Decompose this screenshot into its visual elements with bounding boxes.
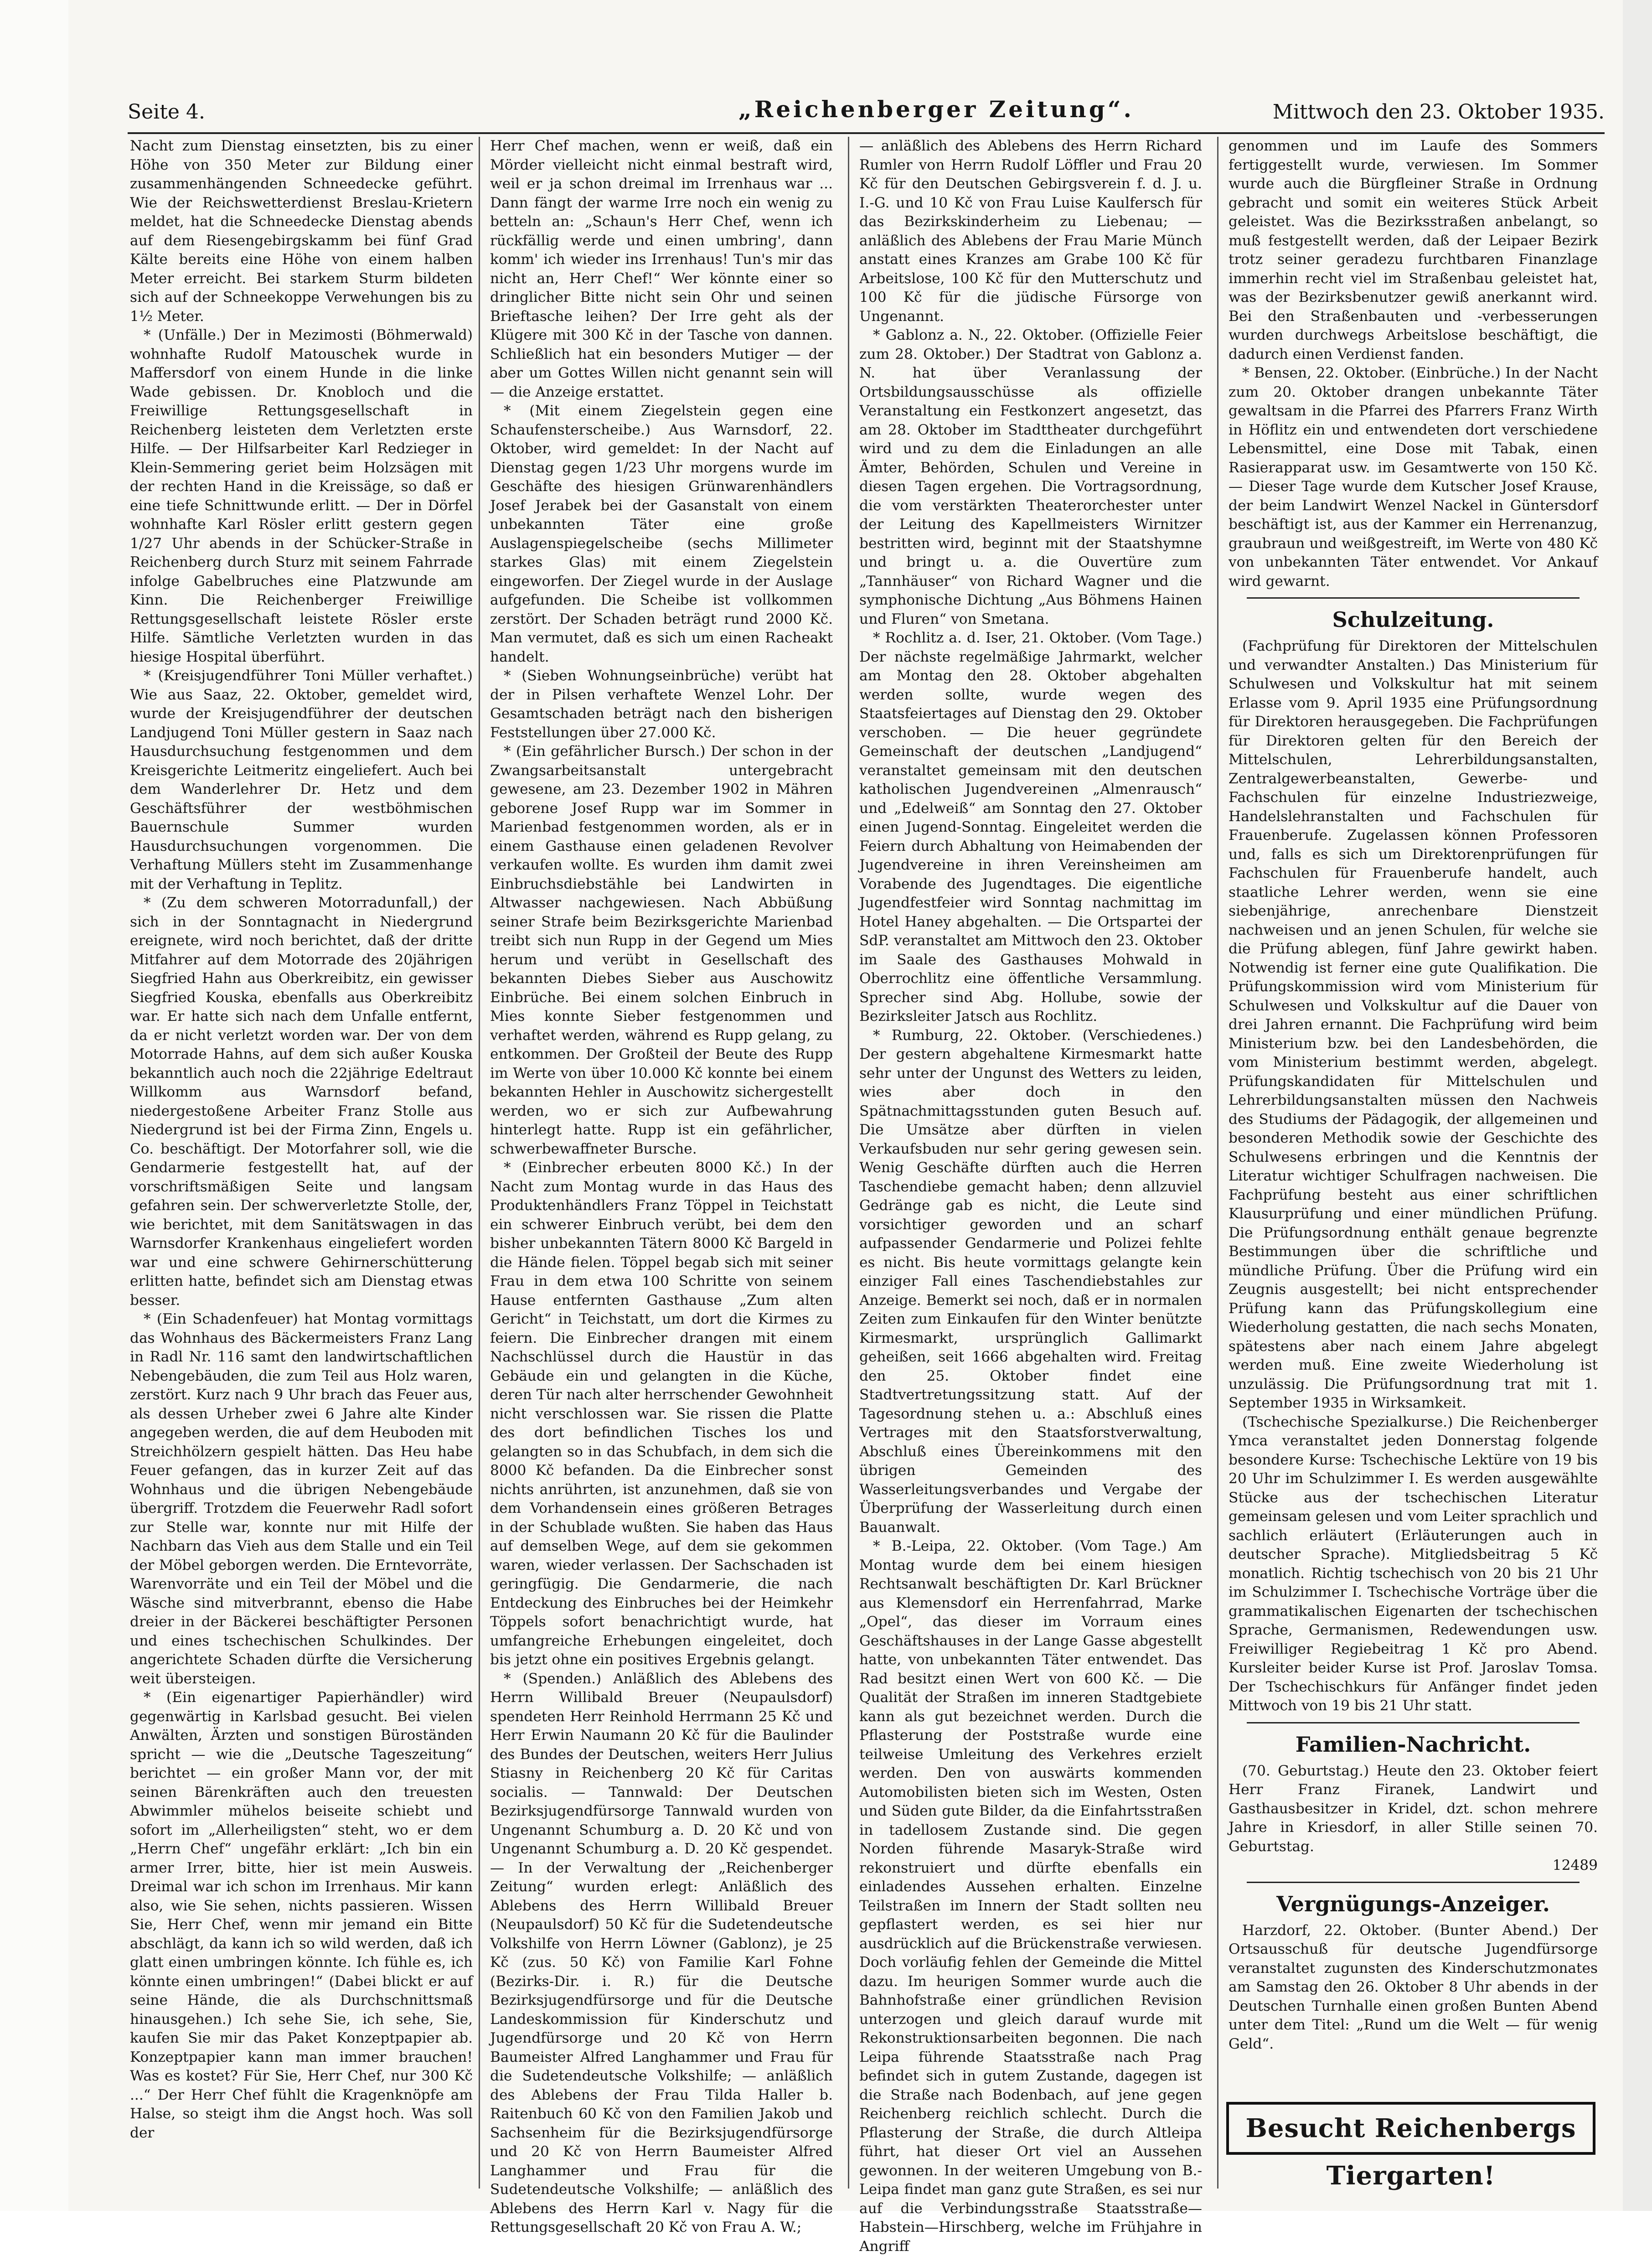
column-3	[859, 137, 1202, 2255]
article-paragraph: * (Unfälle.) Der in Mezimosti (Böhmerwald) wohnhafte Rudolf Matouschek wurde in Maffersdorf von einem Hunde in die linke Wade gebissen. Dr. Knobloch und die Freiwillige Rettungsgesellschaft in Reichenberg leisteten dem Verletzten erste Hilfe. — Der Hilfsarbeiter Karl Redzieger in Klein-Semmering geriet beim Holzsägen mit der rechten Hand in die Kreissäge, so daß er eine tiefe Schnittwunde erlitt. — Der in Dörfel wohnhafte Karl Rösler erlitt gestern gegen 1/27 Uhr abends in der Schücker-Straße in Reichenberg durch Sturz mit seinem Fahrrade infolge Gabelbruches eine Platzwunde am Kinn. Die Reichenberger Freiwillige Rettungsgesellschaft leistete Rösler erste Hilfe. Sämtliche Verletzten wurden in das hiesige Hospital überführt.	[130, 327, 473, 665]
section-heading-familien: Familien-Nachricht.	[1295, 1732, 1531, 1757]
column-2	[490, 137, 833, 2235]
article-paragraph: Herr Chef machen, wenn er weiß, daß ein Mörder vielleicht nicht einmal bestraft wird, weil er ja schon dreimal im Irrenhaus war ... Dann fängt der warme Irre noch ein wenig zu betteln an: „Schaun's Herr Chef, wenn ich rückfällig werde und einen umbring', dann komm' ich wieder ins Irrenhaus! Tun's mir das nicht an, Herr Chef!“ Wer könnte einer so dringlicher Bitte nicht sein Ohr und seinen Brieftasche leihen? Der Irre geht als der Klügere mit 300 Kč in der Tasche von dannen. Schließlich hat ein besonders Mutiger — der aber um Gottes Willen nicht genannt sein will — die Anzeige erstattet.	[490, 138, 833, 400]
article-paragraph: * (Sieben Wohnungseinbrüche) verübt hat der in Pilsen verhaftete Wenzel Lohr. Der Gesamtschaden beträgt nach den bisherigen Feststellungen über 27.000 Kč.	[490, 667, 833, 741]
page-header	[128, 96, 1605, 132]
section-rule	[1247, 1722, 1580, 1723]
article-paragraph: * (Einbrecher erbeuten 8000 Kč.) In der Nacht zum Montag wurde in das Haus des Produktenhändlers Franz Töppel in Teichstatt ein schwerer Einbruch verübt, bei dem den bisher unbekannten Tätern 8000 Kč Bargeld in die Hände fielen. Töppel begab sich mit seiner Frau in dem etwa 100 Schritte von seinem Hause entfernten Gasthause „Zum alten Gericht“ in Teichstatt, um dort die Kirmes zu feiern. Die Einbrecher drangen mit einem Nachschlüssel durch die Haustür in das Gebäude ein und gelangten in die Küche, deren Tür nach alter herrschender Gewohnheit nicht verschlossen war. Sie rissen die Platte des dort befindlichen Tisches los und gelangten so in das Schubfach, in dem sich die 8000 Kč befanden. Da die Einbrecher sonst nichts anrührten, ist anzunehmen, daß sie von dem Vorhandensein eines größeren Betrages in der Schublade wußten. Sie haben das Haus auf demselben Wege, auf dem sie gekommen waren, wieder verlassen. Der Sachschaden ist geringfügig. Die Gendarmerie, die nach Entdeckung des Einbruches bei der Heimkehr Töppels sofort benachrichtigt wurde, hat umfangreiche Erhebungen eingeleitet, doch bis jetzt ohne ein positives Ergebnis gelangt.	[490, 1159, 833, 1668]
tiergarten-advertisement: Besucht Reichenbergs Tiergarten!	[1226, 2102, 1595, 2155]
article-paragraph: * (Ein Schadenfeuer) hat Montag vormittags das Wohnhaus des Bäckermeisters Franz Lang in Radl Nr. 116 samt den landwirtschaftlichen Nebengebäuden, die zum Teil aus Holz waren, zerstört. Kurz nach 9 Uhr brach das Feuer aus, als dessen Urheber zwei 6 Jahre alte Kinder angegeben werden, die auf dem Heuboden mit Streichhölzern gespielt hätten. Das Heu habe Feuer gefangen, das in kurzer Zeit auf das Wohnhaus und die übrigen Nebengebäude übergriff. Trotzdem die Feuerwehr Radl sofort zur Stelle war, konnte nur mit Hilfe der Nachbarn das Vieh aus dem Stalle und ein Teil der Möbel geborgen werden. Die Erntevorräte, Warenvorräte und ein Teil der Möbel und die Wäsche sind mitverbrannt, ebenso die Habe dreier in der Bäckerei beschäftigter Personen und eines tschechischen Schulkindes. Der angerichtete Schaden dürfte die Versicherung weit übersteigen.	[130, 1311, 473, 1687]
article-paragraph: — anläßlich des Ablebens des Herrn Richard Rumler von Herrn Rudolf Löffler und Frau 20 Kč für den Deutschen Gebirgsverein f. d. J. u. I.-G. und 10 Kč von Frau Luise Kaulfersch für das Bezirkskinderheim zu Liebenau; — anläßlich des Ablebens der Frau Marie Münch anstatt eines Kranzes am Grabe 100 Kč für Arbeitslose, 100 Kč für den Mutterschutz und 100 Kč für die jüdische Fürsorge von Ungenannt.	[859, 138, 1202, 325]
article-paragraph: (Fachprüfung für Direktoren der Mittelschulen und verwandter Anstalten.) Das Ministerium für Schulwesen und Volkskultur hat mit seinem Erlasse vom 9. April 1935 eine Prüfungsordnung für Direktoren herausgegeben. Die Fachprüfungen für Direktoren gelten für den Bereich der Mittelschulen, Lehrerbildungsanstalten, Zentralgewerbeanstalten, Gewerbe- und Fachschulen für einzelne Industriezweige, Handelslehranstalten und Fachschulen für Frauenberufe. Zugelassen können Professoren und, falls es sich um Direktorenprüfungen für Fachschulen für Frauenberufe handelt, auch staatliche Lehrer werden, wenn sie eine siebenjährige, anrechenbare Dienstzeit nachweisen und an jenen Schulen, für welche sie die Prüfung ablegen, fünf Jahre gewirkt haben. Notwendig ist ferner eine gute Qualifikation. Die Prüfungskommission wird vom Ministerium für Schulwesen und Volkskultur auf die Dauer von drei Jahren ernannt. Die Fachprüfung wird beim Ministerium bzw. bei den Landesbehörden, die vom Ministerium bestimmt werden, abgelegt. Prüfungskandidaten für Mittelschulen und Lehrerbildungsanstalten müssen den Nachweis des Studiums der Pädagogik, der allgemeinen und besonderen Methodik sowie der Geschichte des Schulwesens erbringen und die Kenntnis der Literatur wichtiger Schulfragen nachweisen. Die Fachprüfung besteht aus einer schriftlichen Klausurprüfung und einer mündlichen Prüfung. Die Prüfungsordnung enthält genaue begrenzte Bestimmungen über die schriftliche und mündliche Prüfung. Über die Prüfung wird ein Zeugnis ausgestellt; bei nicht entsprechender Prüfung kann das Prüfungskollegium eine Wiederholung gestatten, die nach sechs Monaten, spätestens aber nach einem Jahre abgelegt werden muß. Eine zweite Wiederholung ist unzulässig. Die Prüfungsordnung trat mit 1. September 1935 in Wirksamkeit.	[1229, 638, 1598, 1411]
section-heading-vergnuegung: Vergnügungs-Anzeiger.	[1276, 1891, 1550, 1916]
article-paragraph: * (Mit einem Ziegelstein gegen eine Schaufensterscheibe.) Aus Warnsdorf, 22. Oktober, wird gemeldet: In der Nacht auf Dienstag gegen 1/23 Uhr morgens wurde im Geschäfte des hiesigen Grünwarenhändlers Josef Jerabek bei der Gasanstalt von einem unbekannten Täter eine große Auslagenspiegelscheibe (sechs Millimeter starkes Glas) mit einem Ziegelstein eingeworfen. Der Ziegel wurde in der Auslage aufgefunden. Die Scheibe ist vollkommen zerstört. Der Schaden beträgt rund 2000 Kč. Man vermutet, daß es sich um einen Racheakt handelt.	[490, 403, 833, 665]
left-margin	[0, 0, 68, 2211]
article-paragraph: * Gablonz a. N., 22. Oktober. (Offizielle Feier zum 28. Oktober.) Der Stadtrat von Gablonz a. N. hat über Veranlassung der Ortsbildungsausschüsse als offizielle Veranstaltung ein Festkonzert angesetzt, das am 28. Oktober im Stadttheater durchgeführt wird und zu dem die Einladungen an alle Ämter, Behörden, Schulen und Vereine in diesen Tagen ergehen. Die Vortragsordnung, die vom verstärkten Theaterorchester unter der Leitung des Kapellmeisters Wirnitzer bestritten wird, beginnt mit der Staatshymne und bringt u. a. die Ouvertüre zum „Tannhäuser“ von Richard Wagner und die symphonische Dichtung „Aus Böhmens Hainen und Fluren“ von Smetana.	[859, 327, 1202, 627]
header-rule	[128, 132, 1605, 134]
section-heading-schulzeitung: Schulzeitung.	[1332, 607, 1494, 632]
article-paragraph: * (Ein gefährlicher Bursch.) Der schon in der Zwangsarbeitsanstalt untergebracht gewesene, am 23. Dezember 1902 in Mähren geborene Josef Rupp war im Sommer in Marienbad festgenommen worden, als er in einem Gasthause einen geladenen Revolver verkaufen wollte. Es wurden ihm damit zwei Einbruchsdiebstähle bei Landwirten in Altwasser nachgewiesen. Nach Abbüßung seiner Strafe beim Bezirksgerichte Marienbad treibt sich nun Rupp in der Gegend um Mies herum und verübt in Gesellschaft des bekannten Diebes Sieber aus Auschowitz Einbrüche. Bei einem solchen Einbruch in Mies konnte Sieber festgenommen und verhaftet werden, während es Rupp gelang, zu entkommen. Der Großteil der Beute des Rupp im Werte von über 10.000 Kč konnte bei einem bekannten Hehler in Auschowitz sichergestellt werden, wo er sich zur Aufbewahrung hinterlegt hatte. Rupp ist ein gefährlicher, schwerbewaffneter Bursche.	[490, 743, 833, 1157]
article-paragraph: * Rochlitz a. d. Iser, 21. Oktober. (Vom Tage.) Der nächste regelmäßige Jahrmarkt, welcher am Montag den 28. Oktober abgehalten werden sollte, wurde wegen des Staatsfeiertages auf Dienstag den 29. Oktober verschoben. — Die heuer gegründete Gemeinschaft der deutschen „Landjugend“ veranstaltet gemeinsam mit den deutschen katholischen Jugendvereinen „Almenrausch“ und „Edelweiß“ am Sonntag den 27. Oktober einen Jugend-Sonntag. Eingeleitet werden die Feiern durch Abhaltung von Heimabenden der Jugendvereine in ihren Vereinsheimen am Vorabende des Jugendtages. Die eigentliche Jugendfestfeier wird Sonntag nachmittag im Hotel Haney abgehalten. — Die Ortspartei der SdP. veranstaltet am Mittwoch den 23. Oktober im Saale des Gasthauses Mohwald in Oberrochlitz eine öffentliche Versammlung. Sprecher sind Abg. Hollube, sowie der Bezirksleiter Jatsch aus Rochlitz.	[859, 630, 1202, 1025]
article-paragraph: * (Zu dem schweren Motorradunfall,) der sich in der Sonntagnacht in Niedergrund ereignete, wird noch berichtet, daß der dritte Mitfahrer auf dem Motorrade des 20jährigen Siegfried Hahn aus Oberkreibitz, ein gewisser Siegfried Kouska, ebenfalls aus Oberkreibitz war. Er hatte sich nach dem Unfalle entfernt, da er nicht verletzt worden war. Der von dem Motorrade Hahns, auf dem sich außer Kouska bekanntlich auch noch die 22jährige Edeltraut Willkomm aus Warnsdorf befand, niedergestoßene Arbeiter Franz Stolle aus Niedergrund ist bei der Firma Zinn, Engels u. Co. beschäftigt. Der Motorfahrer soll, wie die Gendarmerie festgestellt hat, auf der vorschriftsmäßigen Seite und langsam gefahren sein. Der schwerverletzte Stolle, der, wie berichtet, mit dem Sanitätswagen in das Warnsdorfer Krankenhaus eingeliefert worden war und eine schwere Gehirnerschütterung erlitten hatte, befindet sich am Dienstag etwas besser.	[130, 895, 473, 1309]
article-paragraph: * (Kreisjugendführer Toni Müller verhaftet.) Wie aus Saaz, 22. Oktober, gemeldet wird, wurde der Kreisjugendführer der deutschen Landjugend Toni Müller gestern in Saaz nach Hausdurchsuchung festgenommen und dem Kreisgerichte Leitmeritz eingeliefert. Auch bei dem Wanderlehrer Dr. Hetz und dem Geschäftsführer der westböhmischen Bauernschule Summer wurden Hausdurchsuchungen vorgenommen. Die Verhaftung Müllers steht im Zusammenhange mit der Verhaftung in Teplitz.	[130, 667, 473, 892]
article-paragraph: Harzdorf, 22. Oktober. (Bunter Abend.) Der Ortsausschuß für deutsche Jugendfürsorge veranstaltet zugunsten des Kinderschutzmonates am Samstag den 26. Oktober 8 Uhr abends in der Deutschen Turnhalle einen großen Bunten Abend unter dem Titel: „Rund um die Welt — für wenig Geld“.	[1229, 1922, 1598, 2052]
article-paragraph: Nacht zum Dienstag einsetzten, bis zu einer Höhe von 350 Meter zur Bildung einer zusammenhängenden Schneedecke geführt. Wie der Reichswetterdienst Breslau-Krietern meldet, hat die Schneedecke Dienstag abends auf dem Riesengebirgskamm bei fünf Grad Kälte bereits eine Höhe von einem halben Meter erreicht. Bei starkem Sturm bildeten sich auf der Schneekoppe Verwehungen bis zu 1½ Meter.	[130, 138, 473, 325]
column-divider	[848, 137, 849, 2189]
section-rule	[1247, 597, 1580, 599]
issue-date: Mittwoch den 23. Oktober 1935.	[1272, 100, 1605, 124]
column-divider	[479, 137, 480, 2189]
section-rule	[1247, 1882, 1580, 1883]
article-paragraph: * (Ein eigenartiger Papierhändler) wird gegenwärtig in Karlsbad gesucht. Bei vielen Anwälten, Ärzten und sonstigen Büroständen spricht — wie die „Deutsche Tageszeitung“ berichtet — ein großer Mann vor, der mit seinen Bärenkräften auch den treuesten Abwimmler mühelos beiseite schiebt und sofort im „Allerheiligsten“ steht, wo er dem „Herrn Chef“ ungefähr erklärt: „Ich bin ein armer Irrer, bitte, hier ist mein Ausweis. Dreimal war ich schon im Irrenhaus. Mir kann also, wie Sie sehen, nichts passieren. Wissen Sie, Herr Chef, wenn mir jemand ein Bitte abschlägt, da kann ich so wild werden, daß ich glatt einen umbringen könnte. Ich fühle es, ich könnte einen umbringen!“ (Dabei blickt er auf seine Hände, die als Durchschnittsmaß hinausgehen.) Ich sehe Sie, ich sehe, Sie, kaufen Sie mir das Paket Konzeptpapier ab. Konzeptpapier kann man immer brauchen! Was es kostet? Für Sie, Herr Chef, nur 300 Kč ...“ Der Herr Chef fühlt die Kragenknöpfe am Halse, so steigt ihm die Angst hoch. Was soll der	[130, 1689, 473, 2141]
article-paragraph: * Rumburg, 22. Oktober. (Verschiedenes.) Der gestern abgehaltene Kirmesmarkt hatte sehr unter der Ungunst des Wetters zu leiden, wies aber doch in den Spätnachmittagsstunden guten Besuch auf. Die Umsätze aber dürften in vielen Verkaufsbuden nur sehr gering gewesen sein. Wenig Geschäfte dürften auch die Herren Taschendiebe gemacht haben; denn allzuviel Gedränge gab es nicht, die Leute sind vorsichtiger geworden und an scharf aufpassender Gendarmerie und Polizei fehlte es nicht. Bis heute vormittags gelangte kein einziger Fall eines Taschendiebstahles zur Anzeige. Bemerkt sei noch, daß er in normalen Zeiten zum Einkaufen für den Winter benützte Kirmesmarkt, ursprünglich Gallimarkt geheißen, seit 1666 abgehalten wird. Freitag den 25. Oktober findet eine Stadtvertretungssitzung statt. Auf der Tagesordnung stehen u. a.: Abschluß eines Vertrages mit den Staatsforstverwaltung, Abschluß eines Übereinkommens mit den übrigen Gemeinden des Wasserleitungsverbandes und Vergabe der Überprüfung der Wasserleitung durch einen Bauanwalt.	[859, 1027, 1202, 1536]
column-divider	[1217, 137, 1218, 2189]
article-paragraph: genommen und im Laufe des Sommers fertiggestellt wurde, verwiesen. Im Sommer wurde auch die Bürgfleiner Straße in Ordnung gebracht und somit ein weiteres Stück Arbeit geleistet. Was die Bezirksstraßen anbelangt, so muß festgestellt werden, daß der Leipaer Bezirk trotz seiner geradezu furchtbaren Finanzlage immerhin recht viel im Straßenbau geleistet hat, was der Bezirksbenutzer gewiß anerkannt wird. Bei den Straßenbauten und -verbesserungen wurden durchwegs Arbeitslose beschäftigt, die dadurch einen Verdienst fanden.	[1229, 138, 1598, 362]
notice-number: 12489	[1552, 1857, 1598, 1873]
article-paragraph: * (Spenden.) Anläßlich des Ablebens des Herrn Willibald Breuer (Neupaulsdorf) spendeten Herr Reinhold Herrmann 25 Kč und Herr Erwin Naumann 20 Kč für die Baulinder des Bundes der Deutschen, weiters Herr Julius Stiasny in Reichenberg 20 Kč für Caritas socialis. — Tannwald: Der Deutschen Bezirksjugendfürsorge Tannwald wurden von Ungenannt Schumburg a. D. 20 Kč und von Ungenannt Schumburg a. D. 20 Kč gespendet. — In der Verwaltung der „Reichenberger Zeitung“ wurden erlegt: Anläßlich des Ablebens des Herrn Willibald Breuer (Neupaulsdorf) 50 Kč für die Sudetendeutsche Volkshilfe von Herrn Löwner (Gablonz), je 25 Kč (zus. 50 Kč) von Familie Karl Fohne (Bezirks-Dir. i. R.) für die Deutsche Bezirksjugendfürsorge und für die Deutsche Landeskommission für Kinderschutz und Jugendfürsorge und 20 Kč von Herrn Baumeister Alfred Langhammer und Frau für die Sudetendeutsche Volkshilfe; — anläßlich des Ablebens der Frau Tilda Haller b. Raitenbuch 60 Kč von den Familien Jakob und Sachsenheim für die Bezirksjugendfürsorge und 20 Kč von Herrn Baumeister Alfred Langhammer und Frau für die Sudetendeutsche Volkshilfe; — anläßlich des Ablebens des Herrn Karl v. Nagy für die Rettungsgesellschaft 20 Kč von Frau A. W.;	[490, 1670, 833, 2235]
column-4	[1229, 137, 1598, 2093]
article-paragraph: (70. Geburtstag.) Heute den 23. Oktober feiert Herr Franz Firanek, Landwirt und Gasthausbesitzer in Kridel, dzt. schon mehrere Jahre in Kriesdorf, in aller Stille seinen 70. Geburtstag.	[1229, 1762, 1598, 1855]
article-paragraph: * B.-Leipa, 22. Oktober. (Vom Tage.) Am Montag wurde dem bei einem hiesigen Rechtsanwalt beschäftigten Dr. Karl Brückner aus Klemensdorf ein Herrenfahrrad, Marke „Opel“, das dieser im Vorraum eines Geschäftshauses in der Lange Gasse abgestellt hatte, von unbekannten Täter entwendet. Das Rad besitzt einen Wert von 600 Kč. — Die Qualität der Straßen im inneren Stadtgebiete kann als gut bezeichnet werden. Durch die Pflasterung der Poststraße wurde eine teilweise Umleitung des Verkehres erzielt werden. Den von auswärts kommenden Automobilisten bieten sich im Westen, Osten und Süden gute Bilder, da die Einfahrtsstraßen in tadellosem Zustande sind. Die gegen Norden führende Masaryk-Straße wird rekonstruiert und dürfte ebenfalls ein einladendes Aussehen erhalten. Einzelne Teilstraßen im Innern der Stadt sollten neu gepflastert werden, es sei hier nur ausdrücklich auf die Brückenstraße verwiesen. Doch vorläufig fehlen der Gemeinde die Mittel dazu. Im heurigen Sommer wurde auch die Bahnhofstraße einer gründlichen Revision unterzogen und gleich darauf wurde mit Rekonstruktionsarbeiten begonnen. Die nach Leipa führende Staatsstraße nach Prag befindet sich in gutem Zustande, dagegen ist die Straße nach Bodenbach, auf jene gegen Reichenberg reichlich schlecht. Durch die Pflasterung der Straße, die durch Altleipa führt, hat dieser Ort viel an Aussehen gewonnen. In der weiteren Umgebung von B.-Leipa findet man ganz gute Straßen, es sei nur auf die Verbindungsstraße Staatsstraße—Habstein—Hirschberg, welche im Frühjahre in Angriff	[859, 1538, 1202, 2255]
column-1	[130, 137, 473, 2198]
newspaper-title: „Reichenberger Zeitung“.	[738, 96, 1134, 123]
article-paragraph: * Bensen, 22. Oktober. (Einbrüche.) In der Nacht zum 20. Oktober drangen unbekannte Täter gewaltsam in die Pfarrei des Pfarrers Franz Wirth in Höflitz ein und entwendeten dort verschiedene Lebensmittel, eine Dose mit Tabak, einen Rasierapparat usw. im Gesamtwerte von 150 Kč. — Dieser Tage wurde dem Kutscher Josef Krause, der beim Landwirt Wenzel Nackel in Güntersdorf beschäftigt ist, aus der Kammer ein Herrenanzug, graubraun und weißgestreift, im Werte von 480 Kč von unbekannten Täter entwendet. Vor Ankauf wird gewarnt.	[1229, 365, 1598, 590]
article-paragraph: (Tschechische Spezialkurse.) Die Reichenberger Ymca veranstaltet jeden Donnerstag folgende besondere Kurse: Tschechische Lektüre von 19 bis 20 Uhr im Schulzimmer I. Es werden ausgewählte Stücke aus der tschechischen Literatur gemeinsam gelesen und vom Leiter sprachlich und sachlich erläutert (Erläuterungen auch in deutscher Sprache). Mitgliedsbeitrag 5 Kč monatlich. Richtig tschechisch von 20 bis 21 Uhr im Schulzimmer I. Tschechische Vorträge über die grammatikalischen Eigenarten der tschechischen Sprache, Germanismen, Redewendungen usw. Freiwilliger Regiebeitrag 1 Kč pro Abend. Kursleiter beider Kurse ist Prof. Jaroslav Tomsa. Der Tschechischkurs für Anfänger findet jeden Mittwoch von 19 bis 21 Uhr statt.	[1229, 1413, 1598, 1714]
right-margin-adjacent-page	[1623, 0, 1652, 2211]
page-number: Seite 4.	[128, 100, 205, 124]
